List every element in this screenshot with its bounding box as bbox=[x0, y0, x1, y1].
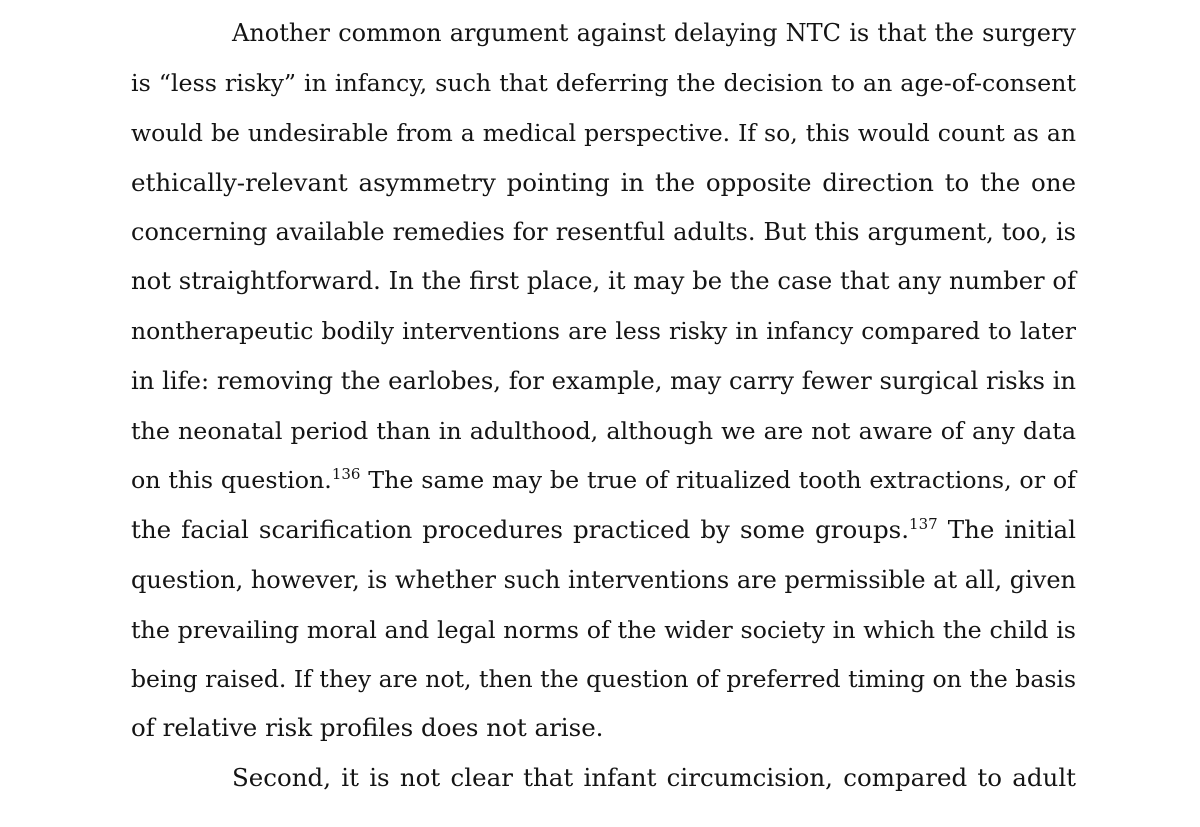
line-text: on this question. bbox=[131, 466, 332, 494]
line-text: the facial scarification procedures practiced by some groups. bbox=[131, 515, 910, 544]
footnote-ref-137[interactable]: 137 bbox=[909, 515, 938, 533]
line-text: The initial bbox=[937, 515, 1076, 544]
text-line: the prevailing moral and legal norms of the wider society in which the child is bbox=[131, 616, 1076, 644]
text-line: in life: removing the earlobes, for example, may carry fewer surgical risks in bbox=[131, 366, 1076, 395]
text-line: would be undesirable from a medical perspective. If so, this would count as an bbox=[131, 119, 1076, 147]
text-line: of relative risk profiles does not arise. bbox=[131, 713, 604, 742]
text-line: concerning available remedies for resentful adults. But this argument, too, is bbox=[131, 218, 1076, 246]
text-line-with-footnote bbox=[131, 460, 1076, 500]
text-line: being raised. If they are not, then the question of preferred timing on the basis bbox=[131, 665, 1076, 693]
text-line: nontherapeutic bodily interventions are less risky in infancy compared to later bbox=[131, 317, 1076, 345]
text-line: question, however, is whether such interventions are permissible at all, given bbox=[131, 566, 1076, 594]
line-text: The same may be true of ritualized tooth extractions, or of bbox=[360, 466, 1076, 494]
text-line: ethically-relevant asymmetry pointing in the opposite direction to the one bbox=[131, 168, 1076, 197]
text-line: Second, it is not clear that infant circumcision, compared to adult bbox=[232, 763, 1076, 792]
text-line: the neonatal period than in adulthood, although we are not aware of any data bbox=[131, 417, 1076, 445]
text-line-with-footnote bbox=[131, 510, 1076, 550]
footnote-ref-136[interactable]: 136 bbox=[331, 465, 361, 483]
text-line: Another common argument against delaying NTC is that the surgery bbox=[232, 19, 1076, 47]
text-line: not straightforward. In the first place, it may be the case that any number of bbox=[131, 266, 1076, 295]
text-line: is “less risky” in infancy, such that deferring the decision to an age-of-consent bbox=[131, 69, 1076, 97]
